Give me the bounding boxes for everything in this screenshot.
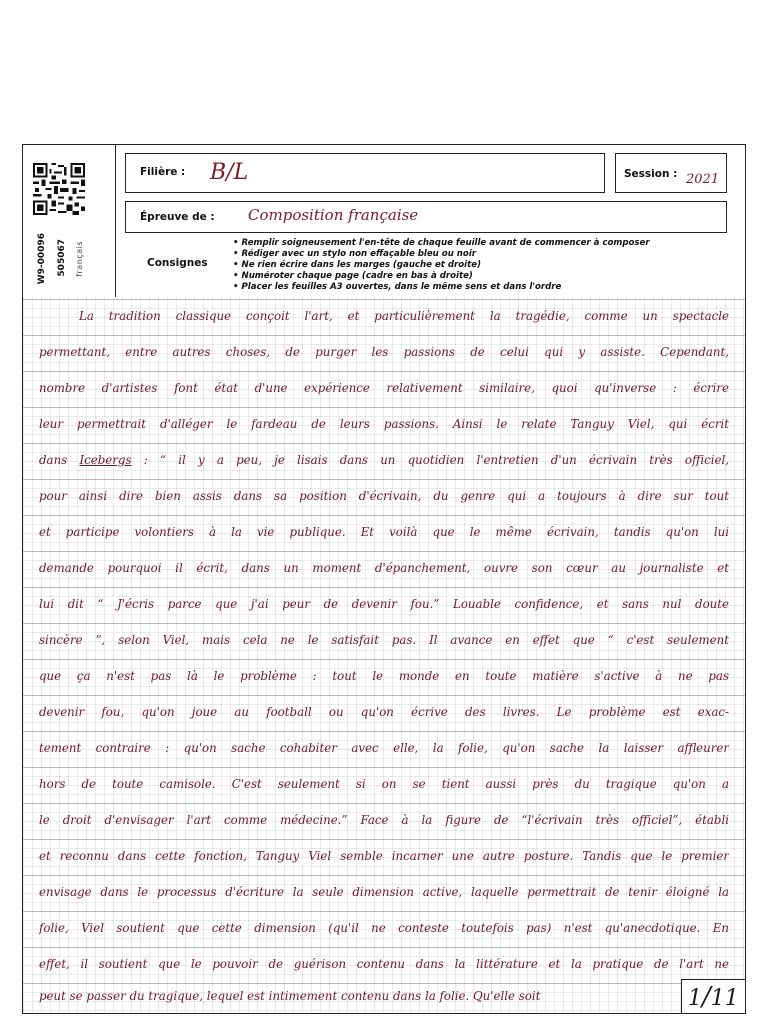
essay-line: nombre d'artistes font état d'une expérience relativement similaire, quoi qu'inverse : écrire bbox=[39, 381, 729, 395]
essay-line: et participe volontiers à la vie publique. Et voilà que le même écrivain, tandis qu'on lui bbox=[39, 525, 729, 539]
essay-line bbox=[39, 449, 729, 471]
essay-line: demande pourquoi il écrit, dans un moment d'épanchement, ouvre son cœur au journaliste et bbox=[39, 561, 729, 575]
exam-sheet bbox=[22, 144, 746, 1014]
page-number-box[interactable] bbox=[681, 979, 745, 1013]
consigne-item: • Ne rien écrire dans les marges (gauche et droite) bbox=[233, 260, 650, 271]
essay-line: sincère ”, selon Viel, mais cela ne le satisfait pas. Il avance en effet que “ c'est seulement bbox=[39, 633, 729, 647]
filiere-label: Filière : bbox=[140, 166, 186, 178]
essay-line: peut se passer du tragique, lequel est intimement contenu dans la folie. Qu'elle soit bbox=[39, 989, 541, 1003]
candidate-number: 505067 bbox=[57, 239, 67, 277]
book-title: Icebergs bbox=[79, 453, 132, 467]
epreuve-label: Épreuve de : bbox=[140, 211, 215, 223]
essay-line: leur permettrait d'alléger le fardeau de leurs passions. Ainsi le relate Tanguy Viel, qui écrit bbox=[39, 417, 729, 431]
essay-word-dans: dans bbox=[39, 453, 68, 467]
candidate-subject: français bbox=[75, 241, 84, 277]
essay-line: folie, Viel soutient que cette dimension (qu'il ne conteste toutefois pas) n'est qu'anecdotique. En bbox=[39, 921, 729, 935]
consignes-label: Consignes bbox=[147, 257, 208, 269]
essay-line: La tradition classique conçoit l'art, et particulièrement la tragédie, comme un spectacle bbox=[79, 309, 729, 323]
essay-line: et reconnu dans cette fonction, Tanguy Viel semble incarner une autre posture. Tandis que le premier bbox=[39, 849, 729, 863]
page-number: 1/11 bbox=[688, 982, 739, 1012]
consigne-item: • Numéroter chaque page (cadre en bas à droite) bbox=[233, 271, 650, 282]
essay-line: pour ainsi dire bien assis dans sa position d'écrivain, du genre qui a toujours à dire sur tout bbox=[39, 489, 729, 503]
candidate-strip bbox=[23, 145, 116, 297]
session-field[interactable] bbox=[615, 153, 727, 193]
consigne-item: • Remplir soigneusement l'en-tête de chaque feuille avant de commencer à composer bbox=[233, 238, 650, 249]
essay-line: lui dit “ J'écris parce que j'ai peur de devenir fou.” Louable confidence, et sans nul doute bbox=[39, 597, 729, 611]
writing-area[interactable] bbox=[23, 297, 745, 1013]
essay-line: hors de toute camisole. C'est seulement si on se tient aussi près du tragique qu'on a bbox=[39, 777, 729, 791]
essay-line: devenir fou, qu'on joue au football ou qu'on écrive des livres. Le problème est exac- bbox=[39, 705, 729, 719]
consigne-item: • Placer les feuilles A3 ouvertes, dans le même sens et dans l'ordre bbox=[233, 282, 650, 293]
epreuve-value: Composition française bbox=[248, 206, 419, 224]
filiere-value: B/L bbox=[210, 160, 249, 185]
essay-line: le droit d'envisager l'art comme médecine.” Face à la figure de “l'écrivain très officiel”, établi bbox=[39, 813, 729, 827]
essay-line-rest: : “ il y a peu, je lisais dans un quotidien l'entretien d'un écrivain très officiel, bbox=[143, 453, 729, 467]
consigne-item: • Rédiger avec un stylo non effaçable bleu ou noir bbox=[233, 249, 650, 260]
session-label: Session : bbox=[624, 168, 678, 180]
sheet-header bbox=[23, 145, 745, 298]
qr-code-icon bbox=[33, 163, 85, 215]
essay-line: effet, il soutient que le pouvoir de guérison contenu dans la littérature et la pratique de l'art ne bbox=[39, 957, 729, 971]
filiere-field[interactable] bbox=[125, 153, 605, 193]
essay-line: tement contraire : qu'on sache cohabiter avec elle, la folie, qu'on sache la laisser affleurer bbox=[39, 741, 729, 755]
epreuve-field[interactable] bbox=[125, 201, 727, 233]
essay-line: envisage dans le processus d'écriture la seule dimension active, laquelle permettrait de tenir éloigné la bbox=[39, 885, 729, 899]
candidate-code: W9-00096 bbox=[37, 233, 47, 285]
essay-line: permettant, entre autres choses, de purger les passions de celui qui y assiste. Cependant, bbox=[39, 345, 729, 359]
essay-line: que ça n'est pas là le problème : tout le monde en toute matière s'active à ne pas bbox=[39, 669, 729, 683]
session-value: 2021 bbox=[686, 172, 720, 187]
consignes-list bbox=[233, 238, 650, 293]
